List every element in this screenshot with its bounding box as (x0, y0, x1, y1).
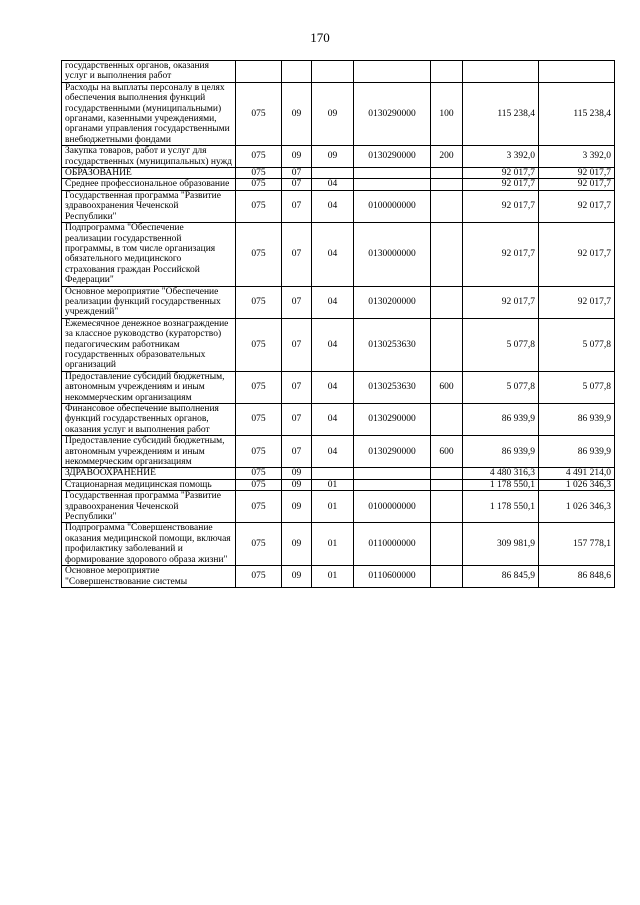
target-article-cell: 0130290000 (354, 82, 431, 145)
table-row (62, 491, 615, 523)
subsection-code-cell: 04 (312, 286, 354, 318)
target-article-cell: 0130290000 (354, 404, 431, 436)
table-row (62, 523, 615, 566)
expense-type-cell (431, 61, 463, 83)
ministry-code-cell: 075 (236, 491, 282, 523)
target-article-cell (354, 61, 431, 83)
section-code-cell: 07 (282, 436, 312, 468)
subsection-code-cell: 01 (312, 491, 354, 523)
amount-year-1-cell: 1 178 550,1 (463, 479, 539, 490)
item-name-cell: Предоставление субсидий бюджетным, автономным учреждениям и иным некоммерческим организациям (62, 371, 236, 403)
section-code-cell: 09 (282, 479, 312, 490)
subsection-code-cell: 09 (312, 146, 354, 168)
amount-year-2-cell: 1 026 346,3 (539, 491, 615, 523)
subsection-code-cell: 04 (312, 436, 354, 468)
expense-type-cell (431, 318, 463, 371)
ministry-code-cell: 075 (236, 371, 282, 403)
amount-year-2-cell: 5 077,8 (539, 371, 615, 403)
table-row (62, 436, 615, 468)
table-row (62, 190, 615, 222)
subsection-code-cell: 04 (312, 318, 354, 371)
amount-year-2-cell (539, 61, 615, 83)
expense-type-cell (431, 168, 463, 179)
item-name-cell: Подпрограмма "Совершенствование оказания медицинской помощи, включая профилактику заболеваний и формирование здорового образа жизни" (62, 523, 236, 566)
section-code-cell: 09 (282, 146, 312, 168)
section-code-cell (282, 61, 312, 83)
subsection-code-cell (312, 468, 354, 479)
item-name-cell: Подпрограмма "Обеспечение реализации государственной программы, в том числе организация обязательного медицинского страхования граждан Российской Федерации" (62, 223, 236, 286)
expense-type-cell (431, 468, 463, 479)
ministry-code-cell: 075 (236, 146, 282, 168)
table-row (62, 404, 615, 436)
subsection-code-cell: 01 (312, 479, 354, 490)
ministry-code-cell: 075 (236, 168, 282, 179)
table-row (62, 318, 615, 371)
section-code-cell: 07 (282, 404, 312, 436)
target-article-cell (354, 479, 431, 490)
amount-year-2-cell: 92 017,7 (539, 179, 615, 190)
amount-year-2-cell: 157 778,1 (539, 523, 615, 566)
target-article-cell: 0100000000 (354, 491, 431, 523)
expense-type-cell (431, 179, 463, 190)
item-name-cell: Расходы на выплаты персоналу в целях обеспечения выполнения функций государственными (муниципальными) органами, казенными учреждениями, органами управления государственными внебюджетными фондами (62, 82, 236, 145)
target-article-cell (354, 168, 431, 179)
target-article-cell: 0130290000 (354, 436, 431, 468)
section-code-cell: 07 (282, 286, 312, 318)
subsection-code-cell: 04 (312, 190, 354, 222)
amount-year-1-cell: 92 017,7 (463, 168, 539, 179)
item-name-cell: Основное мероприятие "Совершенствование системы (62, 566, 236, 588)
ministry-code-cell: 075 (236, 223, 282, 286)
target-article-cell: 0130253630 (354, 371, 431, 403)
item-name-cell: Закупка товаров, работ и услуг для государственных (муниципальных) нужд (62, 146, 236, 168)
amount-year-1-cell: 5 077,8 (463, 371, 539, 403)
expense-type-cell: 200 (431, 146, 463, 168)
ministry-code-cell: 075 (236, 190, 282, 222)
table-row (62, 286, 615, 318)
amount-year-2-cell: 86 939,9 (539, 436, 615, 468)
target-article-cell: 0130290000 (354, 146, 431, 168)
table-row (62, 168, 615, 179)
amount-year-1-cell (463, 61, 539, 83)
section-code-cell: 07 (282, 223, 312, 286)
item-name-cell: государственных органов, оказания услуг и выполнения работ (62, 61, 236, 83)
section-code-cell: 09 (282, 491, 312, 523)
ministry-code-cell (236, 61, 282, 83)
table-row (62, 371, 615, 403)
expense-type-cell: 600 (431, 436, 463, 468)
target-article-cell (354, 468, 431, 479)
item-name-cell: Государственная программа "Развитие здравоохранения Чеченской Республики" (62, 190, 236, 222)
amount-year-2-cell: 86 939,9 (539, 404, 615, 436)
amount-year-2-cell: 115 238,4 (539, 82, 615, 145)
table-row (62, 82, 615, 145)
section-code-cell: 09 (282, 82, 312, 145)
item-name-cell: Ежемесячное денежное вознаграждение за классное руководство (кураторство) педагогическим работникам государственных образовательных организаций (62, 318, 236, 371)
amount-year-2-cell: 92 017,7 (539, 190, 615, 222)
subsection-code-cell: 04 (312, 223, 354, 286)
amount-year-1-cell: 86 939,9 (463, 436, 539, 468)
amount-year-1-cell: 92 017,7 (463, 223, 539, 286)
item-name-cell: Финансовое обеспечение выполнения функций государственных органов, оказания услуг и выполнения работ (62, 404, 236, 436)
ministry-code-cell: 075 (236, 179, 282, 190)
amount-year-1-cell: 5 077,8 (463, 318, 539, 371)
target-article-cell (354, 179, 431, 190)
amount-year-2-cell: 86 848,6 (539, 566, 615, 588)
ministry-code-cell: 075 (236, 82, 282, 145)
section-code-cell: 07 (282, 179, 312, 190)
subsection-code-cell (312, 168, 354, 179)
table-row (62, 179, 615, 190)
target-article-cell: 0130000000 (354, 223, 431, 286)
item-name-cell: Предоставление субсидий бюджетным, автономным учреждениям и иным некоммерческим организациям (62, 436, 236, 468)
item-name-cell: ОБРАЗОВАНИЕ (62, 168, 236, 179)
expense-type-cell (431, 479, 463, 490)
budget-table (61, 60, 615, 588)
amount-year-1-cell: 92 017,7 (463, 190, 539, 222)
target-article-cell: 0130200000 (354, 286, 431, 318)
section-code-cell: 07 (282, 168, 312, 179)
target-article-cell: 0110600000 (354, 566, 431, 588)
amount-year-1-cell: 86 845,9 (463, 566, 539, 588)
amount-year-2-cell: 4 491 214,0 (539, 468, 615, 479)
amount-year-1-cell: 3 392,0 (463, 146, 539, 168)
table-row (62, 566, 615, 588)
expense-type-cell (431, 404, 463, 436)
amount-year-2-cell: 92 017,7 (539, 223, 615, 286)
amount-year-2-cell: 92 017,7 (539, 168, 615, 179)
section-code-cell: 09 (282, 468, 312, 479)
item-name-cell: Государственная программа "Развитие здравоохранения Чеченской Республики" (62, 491, 236, 523)
section-code-cell: 09 (282, 566, 312, 588)
table-row (62, 479, 615, 490)
table-row (62, 146, 615, 168)
section-code-cell: 07 (282, 190, 312, 222)
target-article-cell: 0100000000 (354, 190, 431, 222)
ministry-code-cell: 075 (236, 523, 282, 566)
amount-year-1-cell: 86 939,9 (463, 404, 539, 436)
subsection-code-cell: 01 (312, 523, 354, 566)
ministry-code-cell: 075 (236, 318, 282, 371)
amount-year-1-cell: 92 017,7 (463, 179, 539, 190)
expense-type-cell (431, 491, 463, 523)
item-name-cell: ЗДРАВООХРАНЕНИЕ (62, 468, 236, 479)
amount-year-2-cell: 1 026 346,3 (539, 479, 615, 490)
expense-type-cell: 600 (431, 371, 463, 403)
amount-year-1-cell: 92 017,7 (463, 286, 539, 318)
section-code-cell: 07 (282, 318, 312, 371)
amount-year-1-cell: 4 480 316,3 (463, 468, 539, 479)
table-row (62, 61, 615, 83)
subsection-code-cell: 04 (312, 371, 354, 403)
expense-type-cell (431, 566, 463, 588)
section-code-cell: 07 (282, 371, 312, 403)
page-number: 170 (310, 30, 330, 45)
amount-year-2-cell: 5 077,8 (539, 318, 615, 371)
ministry-code-cell: 075 (236, 286, 282, 318)
expense-type-cell (431, 286, 463, 318)
subsection-code-cell: 01 (312, 566, 354, 588)
expense-type-cell (431, 223, 463, 286)
item-name-cell: Основное мероприятие "Обеспечение реализации функций государственных учреждений" (62, 286, 236, 318)
amount-year-2-cell: 92 017,7 (539, 286, 615, 318)
subsection-code-cell: 04 (312, 404, 354, 436)
section-code-cell: 09 (282, 523, 312, 566)
amount-year-1-cell: 1 178 550,1 (463, 491, 539, 523)
table-body (62, 61, 615, 588)
target-article-cell: 0130253630 (354, 318, 431, 371)
expense-type-cell (431, 190, 463, 222)
table-row (62, 223, 615, 286)
subsection-code-cell (312, 61, 354, 83)
ministry-code-cell: 075 (236, 479, 282, 490)
subsection-code-cell: 04 (312, 179, 354, 190)
subsection-code-cell: 09 (312, 82, 354, 145)
table-row (62, 468, 615, 479)
amount-year-1-cell: 115 238,4 (463, 82, 539, 145)
ministry-code-cell: 075 (236, 468, 282, 479)
item-name-cell: Среднее профессиональное образование (62, 179, 236, 190)
expense-type-cell (431, 523, 463, 566)
amount-year-2-cell: 3 392,0 (539, 146, 615, 168)
ministry-code-cell: 075 (236, 566, 282, 588)
ministry-code-cell: 075 (236, 404, 282, 436)
expense-type-cell: 100 (431, 82, 463, 145)
target-article-cell: 0110000000 (354, 523, 431, 566)
ministry-code-cell: 075 (236, 436, 282, 468)
item-name-cell: Стационарная медицинская помощь (62, 479, 236, 490)
amount-year-1-cell: 309 981,9 (463, 523, 539, 566)
